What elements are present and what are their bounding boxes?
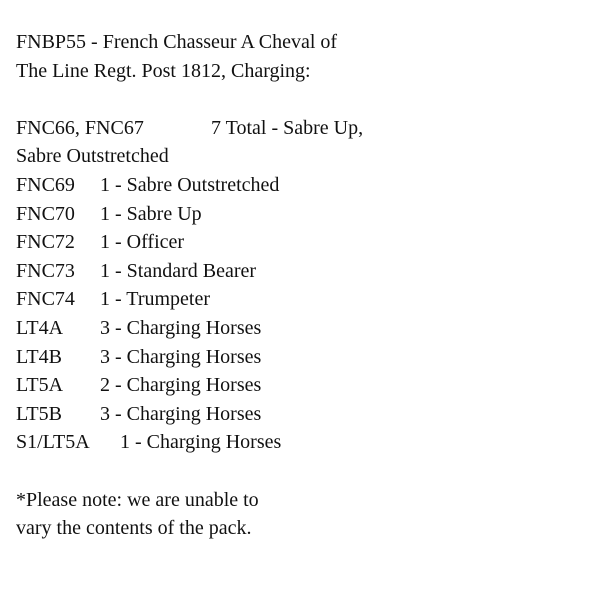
item-description: 1 - Trumpeter (100, 288, 210, 311)
item-description-continued: Sabre Outstretched (16, 145, 169, 168)
product-title-line-1: FNBP55 - French Chasseur A Cheval of (16, 31, 338, 53)
list-item (16, 171, 586, 200)
item-code: LT4A (16, 316, 64, 339)
list-item (16, 114, 586, 143)
item-code: FNC74 (16, 288, 75, 311)
item-description: 1 - Sabre Up (100, 202, 202, 225)
list-item (16, 228, 586, 257)
item-code: LT5A (16, 374, 64, 397)
list-item (16, 257, 586, 286)
item-description: 1 - Standard Bearer (100, 259, 257, 282)
item-description: 7 Total - Sabre Up, (211, 116, 364, 139)
item-description: 3 - Charging Horses (100, 316, 262, 339)
item-code: FNC69 (16, 173, 75, 196)
spacer (16, 85, 586, 114)
item-description: 2 - Charging Horses (100, 374, 262, 397)
list-item (16, 400, 586, 429)
list-item (16, 428, 586, 457)
pack-contents-document (16, 28, 586, 543)
spacer (16, 457, 586, 486)
item-code: FNC66, FNC67 (16, 116, 144, 139)
note-line-1: *Please note: we are unable to (16, 488, 259, 511)
item-description: 1 - Sabre Outstretched (100, 173, 280, 196)
item-description: 3 - Charging Horses (100, 345, 262, 368)
item-description: 1 - Charging Horses (120, 431, 282, 454)
product-title-line-2: The Line Regt. Post 1812, Charging: (16, 59, 311, 82)
list-item (16, 314, 586, 343)
item-code: FNC70 (16, 202, 75, 225)
item-code: S1/LT5A (16, 431, 90, 454)
item-code: FNC73 (16, 259, 75, 282)
list-item (16, 200, 586, 229)
item-description: 3 - Charging Horses (100, 402, 262, 425)
item-description: 1 - Officer (100, 231, 185, 254)
note-line-2: vary the contents of the pack. (16, 517, 252, 540)
item-code: LT5B (16, 402, 62, 425)
item-code: LT4B (16, 345, 62, 368)
list-item (16, 371, 586, 400)
list-item (16, 285, 586, 314)
list-item (16, 343, 586, 372)
item-code: FNC72 (16, 231, 75, 254)
